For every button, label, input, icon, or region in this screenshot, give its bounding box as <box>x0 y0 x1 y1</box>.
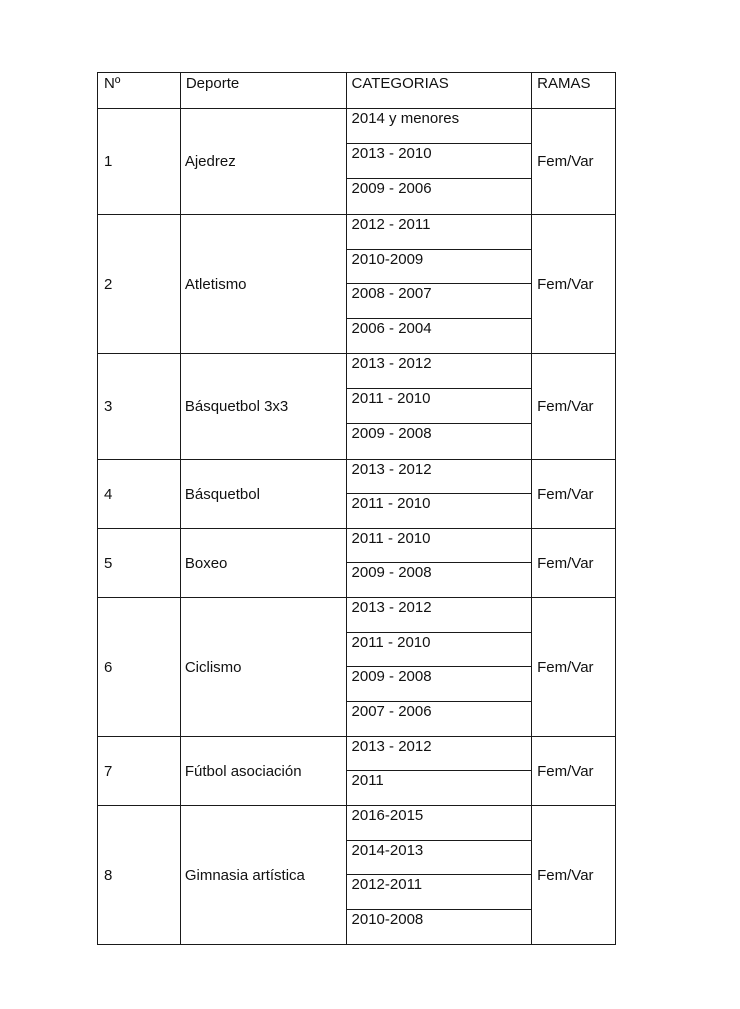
header-num: Nº <box>98 73 181 108</box>
row-categories <box>347 529 533 597</box>
row-sport: Ajedrez <box>181 109 347 214</box>
row-categories <box>347 460 533 528</box>
row-sport: Boxeo <box>181 529 347 597</box>
row-number: 7 <box>98 737 181 805</box>
category-item: 2010-2009 <box>347 250 532 285</box>
category-item: 2013 - 2012 <box>347 737 532 771</box>
row-categories <box>347 354 533 459</box>
row-categories <box>347 737 533 805</box>
sports-categories-table <box>97 72 616 945</box>
row-sport: Fútbol asociación <box>181 737 347 805</box>
category-item: 2014-2013 <box>347 841 532 876</box>
row-sport: Ciclismo <box>181 598 347 736</box>
row-categories <box>347 109 533 214</box>
row-sport: Atletismo <box>181 215 347 353</box>
category-item: 2009 - 2008 <box>351 425 432 442</box>
category-item: 2011 - 2010 <box>347 633 532 668</box>
category-item: 2009 - 2008 <box>347 667 532 702</box>
table-row <box>98 460 616 529</box>
row-number: 2 <box>98 215 181 353</box>
row-branch: Fem/Var <box>532 737 616 805</box>
table-row <box>98 737 616 806</box>
row-number: 8 <box>98 806 181 944</box>
row-branch: Fem/Var <box>532 529 616 597</box>
category-item: 2010-2008 <box>351 910 424 928</box>
row-categories <box>347 806 533 944</box>
table-header-row <box>98 73 616 109</box>
category-item: 2006 - 2004 <box>351 319 432 337</box>
row-number: 6 <box>98 598 181 736</box>
category-item: 2011 - 2010 <box>347 529 532 563</box>
table-row <box>98 529 616 598</box>
table-row <box>98 598 616 737</box>
table-row <box>98 215 616 354</box>
category-item: 2009 - 2006 <box>351 180 432 197</box>
category-item: 2014 y menores <box>347 109 532 144</box>
category-item: 2013 - 2012 <box>347 598 532 633</box>
row-number: 5 <box>98 529 181 597</box>
row-branch: Fem/Var <box>532 109 616 214</box>
row-branch: Fem/Var <box>532 806 616 944</box>
table-row <box>98 109 616 215</box>
row-sport: Básquetbol 3x3 <box>181 354 347 459</box>
category-item: 2011 - 2010 <box>351 495 431 512</box>
row-branch: Fem/Var <box>532 215 616 353</box>
row-sport: Gimnasia artística <box>181 806 347 944</box>
row-sport: Básquetbol <box>181 460 347 528</box>
row-branch: Fem/Var <box>532 354 616 459</box>
category-item: 2013 - 2012 <box>347 354 532 389</box>
category-item: 2013 - 2010 <box>347 144 532 179</box>
table-row <box>98 354 616 460</box>
row-branch: Fem/Var <box>532 460 616 528</box>
header-sport: Deporte <box>181 73 347 108</box>
row-number: 1 <box>98 109 181 214</box>
category-item: 2008 - 2007 <box>347 284 532 319</box>
row-number: 3 <box>98 354 181 459</box>
category-item: 2011 - 2010 <box>347 389 532 424</box>
category-item: 2012 - 2011 <box>347 215 532 250</box>
category-item: 2016-2015 <box>347 806 532 841</box>
category-item: 2012-2011 <box>347 875 532 910</box>
table-row <box>98 806 616 945</box>
row-categories <box>347 598 533 736</box>
category-item: 2007 - 2006 <box>351 702 432 720</box>
category-item: 2011 <box>351 772 384 789</box>
row-number: 4 <box>98 460 181 528</box>
category-item: 2009 - 2008 <box>351 564 432 581</box>
row-categories <box>347 215 533 353</box>
category-item: 2013 - 2012 <box>347 460 532 494</box>
header-categories: CATEGORIAS <box>347 73 533 108</box>
row-branch: Fem/Var <box>532 598 616 736</box>
header-branches: RAMAS <box>532 73 616 108</box>
